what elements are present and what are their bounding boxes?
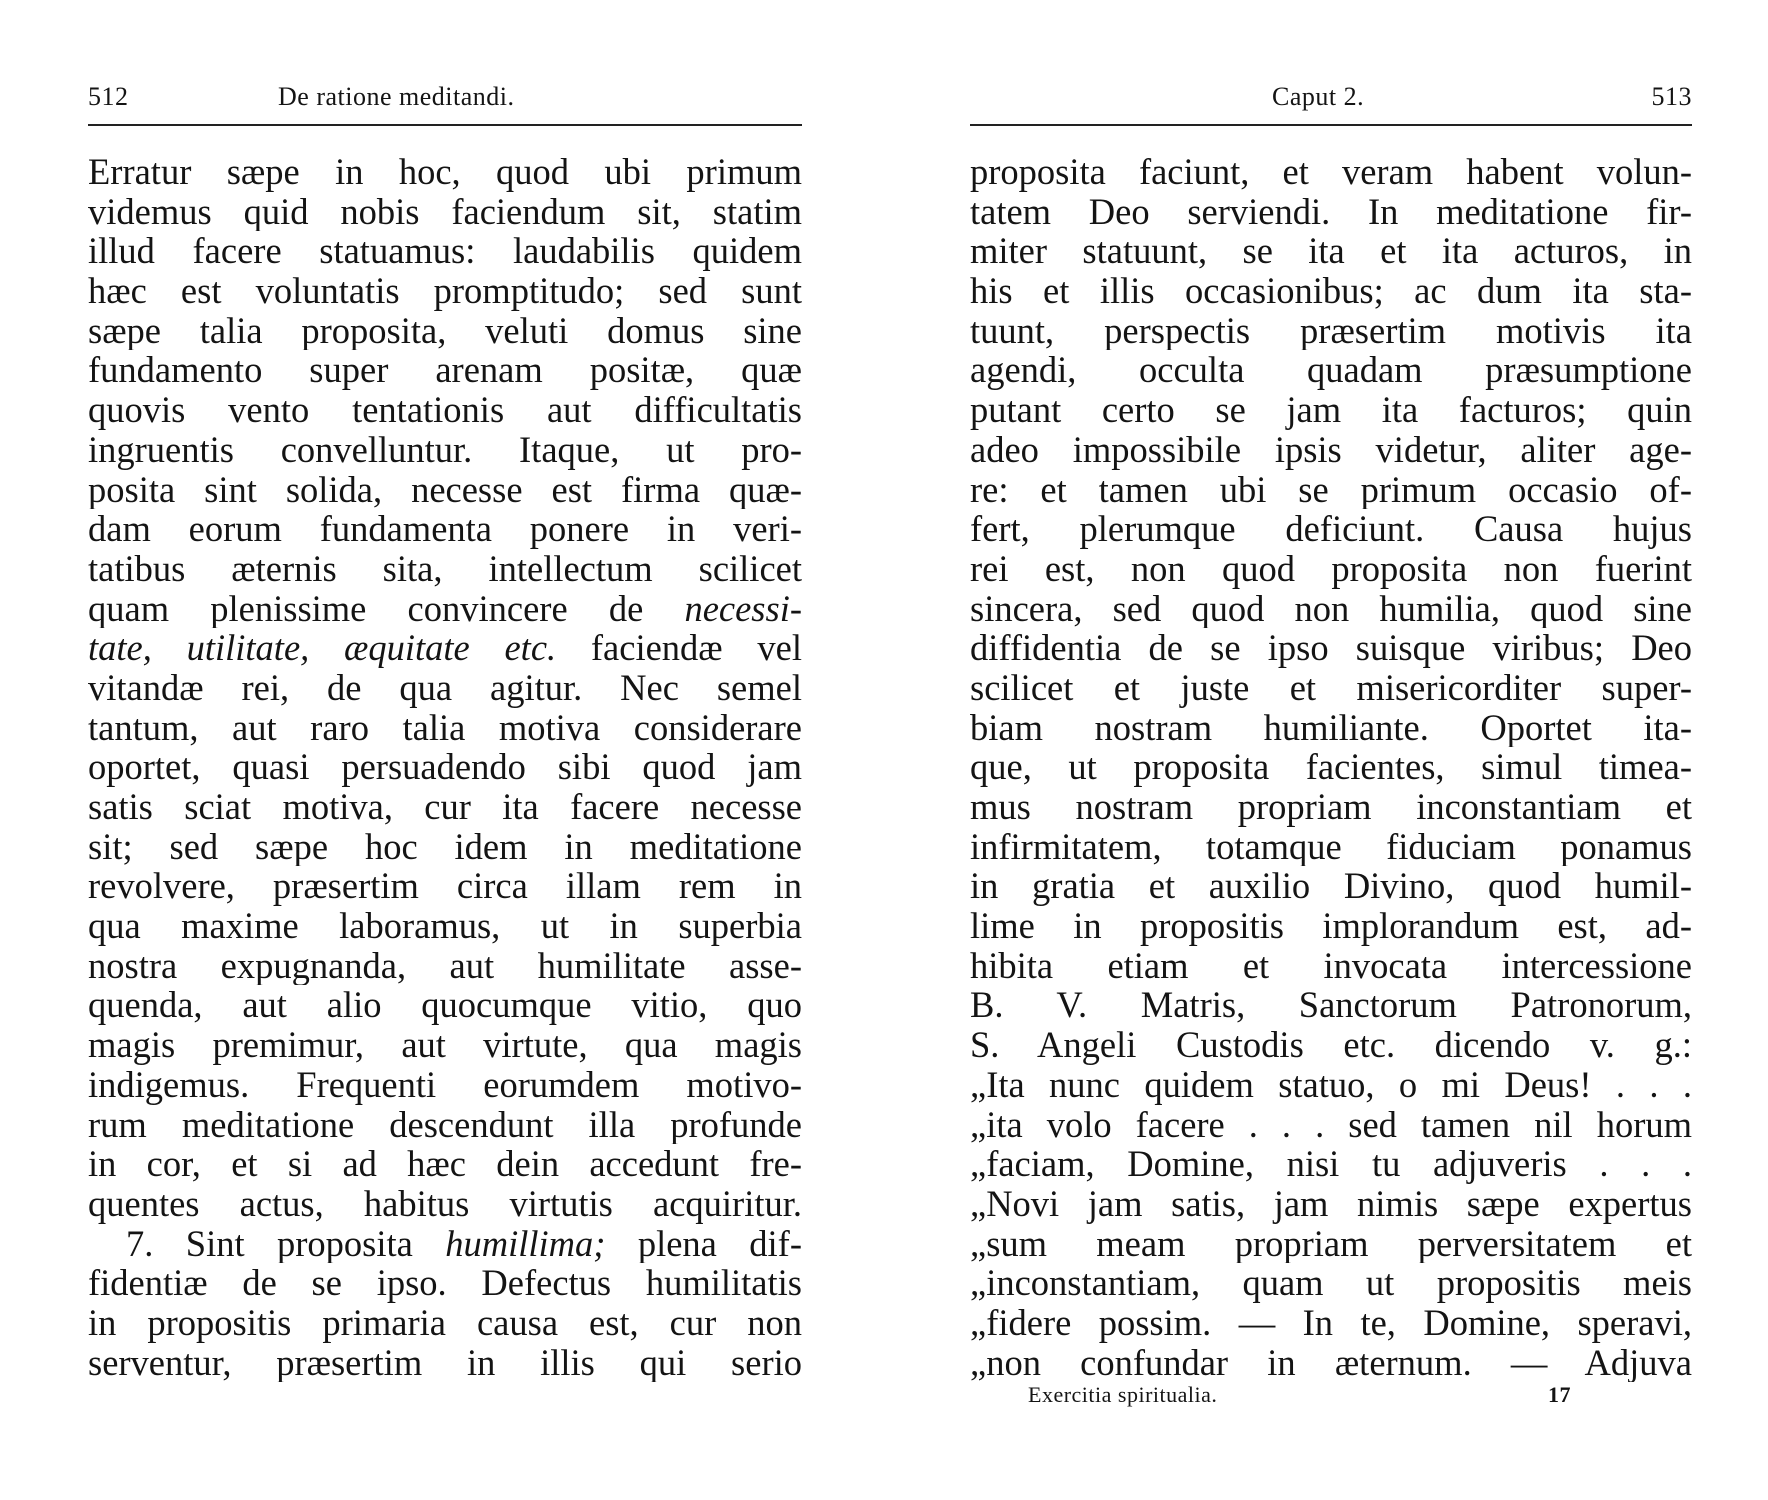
text-line-mixed bbox=[88, 589, 802, 629]
text-line: putant certo se jam ita facturos; quin bbox=[970, 390, 1692, 430]
text-line: tuunt, perspectis præsertim motivis ita bbox=[970, 310, 1692, 351]
text-line: nostra expugnanda, aut humilitate asse- bbox=[88, 945, 802, 986]
text-line: sit; sed sæpe hoc idem in meditatione bbox=[88, 826, 802, 867]
text-line: „inconstantiam, quam ut propositis meis bbox=[970, 1263, 1692, 1303]
text-line: „fidere possim. — In te, Domine, speravi, bbox=[970, 1302, 1692, 1343]
text-line: mus nostram propriam inconstantiam et bbox=[970, 787, 1692, 827]
text-line: in cor, et si ad hæc dein accedunt fre- bbox=[88, 1144, 802, 1184]
text-line: „faciam, Domine, nisi tu adjuveris . . . bbox=[970, 1144, 1692, 1184]
page-number-left: 512 bbox=[88, 82, 129, 111]
running-title-right: Caput 2. bbox=[1272, 82, 1365, 111]
text-line: sincera, sed quod non humilia, quod sine bbox=[970, 588, 1692, 629]
text-line: rei est, non quod proposita non fuerint bbox=[970, 548, 1692, 589]
text-line: B. V. Matris, Sanctorum Patronorum, bbox=[970, 985, 1692, 1026]
text-line: hæc est voluntatis promptitudo; sed sunt bbox=[88, 271, 802, 311]
left-body-text bbox=[88, 152, 802, 1382]
text-line-mixed bbox=[88, 628, 802, 668]
text-line: in gratia et auxilio Divino, quod humil- bbox=[970, 866, 1692, 907]
text-line: qua maxime laboramus, ut in superbia bbox=[88, 906, 802, 946]
text-line: biam nostram humiliante. Oportet ita- bbox=[970, 707, 1692, 748]
text-line: miter statuunt, se ita et ita acturos, in bbox=[970, 231, 1692, 272]
text-fragment: quam plenissime convincere de bbox=[88, 588, 685, 629]
text-line: ingruentis convelluntur. Itaque, ut pro- bbox=[88, 429, 802, 470]
header-rule-right bbox=[970, 124, 1692, 126]
signature-mark: 17 bbox=[1548, 1382, 1571, 1407]
text-line: que, ut proposita facientes, simul timea- bbox=[970, 747, 1692, 787]
header-rule-left bbox=[88, 124, 802, 126]
text-line: his et illis occasionibus; ac dum ita sta- bbox=[970, 271, 1692, 311]
text-line: fundamento super arenam positæ, quæ bbox=[88, 350, 802, 391]
text-line: in propositis primaria causa est, cur non bbox=[88, 1302, 802, 1343]
text-line: magis premimur, aut virtute, qua magis bbox=[88, 1025, 802, 1065]
text-line: scilicet et juste et misericorditer super- bbox=[970, 667, 1692, 708]
text-line: lime in propositis implorandum est, ad- bbox=[970, 906, 1692, 946]
text-line: posita sint solida, necesse est firma quæ- bbox=[88, 469, 802, 510]
text-fragment: faciendæ vel bbox=[556, 628, 802, 668]
text-line: fert, plerumque deficiunt. Causa hujus bbox=[970, 509, 1692, 549]
text-line: tatibus æternis sita, intellectum scilicet bbox=[88, 548, 802, 589]
running-title-left: De ratione meditandi. bbox=[278, 82, 515, 111]
text-line: infirmitatem, totamque fiduciam ponamus bbox=[970, 826, 1692, 867]
text-line: vitandæ rei, de qua agitur. Nec semel bbox=[88, 667, 802, 708]
text-line: dam eorum fundamenta ponere in veri- bbox=[88, 509, 802, 549]
text-line: tatem Deo serviendi. In meditatione fir- bbox=[970, 191, 1692, 232]
text-line-mixed bbox=[88, 1224, 802, 1264]
text-line: Erratur sæpe in hoc, quod ubi primum bbox=[88, 152, 802, 192]
left-page bbox=[88, 0, 802, 1500]
right-page bbox=[970, 0, 1692, 1500]
text-line: „ita volo facere . . . sed tamen nil horum bbox=[970, 1104, 1692, 1145]
text-line: fidentiæ de se ipso. Defectus humilitatis bbox=[88, 1263, 802, 1303]
italic-fragment: humillima; bbox=[445, 1223, 606, 1264]
text-line: revolvere, præsertim circa illam rem in bbox=[88, 866, 802, 907]
text-line: illud facere statuamus: laudabilis quidem bbox=[88, 231, 802, 272]
text-line: „Ita nunc quidem statuo, o mi Deus! . . . bbox=[970, 1064, 1692, 1105]
left-running-head bbox=[88, 78, 802, 130]
text-line: hibita etiam et invocata intercessione bbox=[970, 945, 1692, 986]
text-line: S. Angeli Custodis etc. dicendo v. g.: bbox=[970, 1025, 1692, 1065]
text-line: agendi, occulta quadam præsumptione bbox=[970, 350, 1692, 391]
text-line: adeo impossibile ipsis videtur, aliter age- bbox=[970, 429, 1692, 470]
text-line: satis sciat motiva, cur ita facere necesse bbox=[88, 787, 802, 827]
text-line: „non confundar in æternum. — Adjuva bbox=[970, 1342, 1692, 1383]
text-line: rum meditatione descendunt illa profunde bbox=[88, 1104, 802, 1145]
right-running-head bbox=[970, 78, 1692, 130]
text-line: proposita faciunt, et veram habent volun- bbox=[970, 152, 1692, 192]
text-line: diffidentia de se ipso suisque viribus; Deo bbox=[970, 628, 1692, 668]
text-fragment: 7. Sint proposita bbox=[126, 1223, 446, 1264]
text-line: tantum, aut raro talia motiva considerare bbox=[88, 707, 802, 748]
footer-title: Exercitia spiritualia. bbox=[1028, 1382, 1218, 1407]
text-line: indigemus. Frequenti eorumdem motivo- bbox=[88, 1064, 802, 1105]
text-line: „sum meam propriam perversitatem et bbox=[970, 1223, 1692, 1264]
italic-fragment: necessi- bbox=[684, 588, 802, 629]
page-number-right: 513 bbox=[1651, 82, 1692, 111]
text-line: re: et tamen ubi se primum occasio of- bbox=[970, 469, 1692, 510]
italic-fragment: tate, utilitate, æquitate etc. bbox=[88, 628, 557, 668]
right-body-text bbox=[970, 152, 1692, 1382]
text-line: oportet, quasi persuadendo sibi quod jam bbox=[88, 747, 802, 787]
text-fragment: plena dif- bbox=[605, 1223, 802, 1264]
text-line: „Novi jam satis, jam nimis sæpe expertus bbox=[970, 1183, 1692, 1224]
text-line: sæpe talia proposita, veluti domus sine bbox=[88, 310, 802, 351]
text-line: videmus quid nobis faciendum sit, statim bbox=[88, 191, 802, 232]
text-line: quovis vento tentationis aut difficultatis bbox=[88, 390, 802, 430]
text-line: quentes actus, habitus virtutis acquiritur. bbox=[88, 1183, 802, 1224]
text-line: serventur, præsertim in illis qui serio bbox=[88, 1342, 802, 1383]
text-line: quenda, aut alio quocumque vitio, quo bbox=[88, 985, 802, 1026]
